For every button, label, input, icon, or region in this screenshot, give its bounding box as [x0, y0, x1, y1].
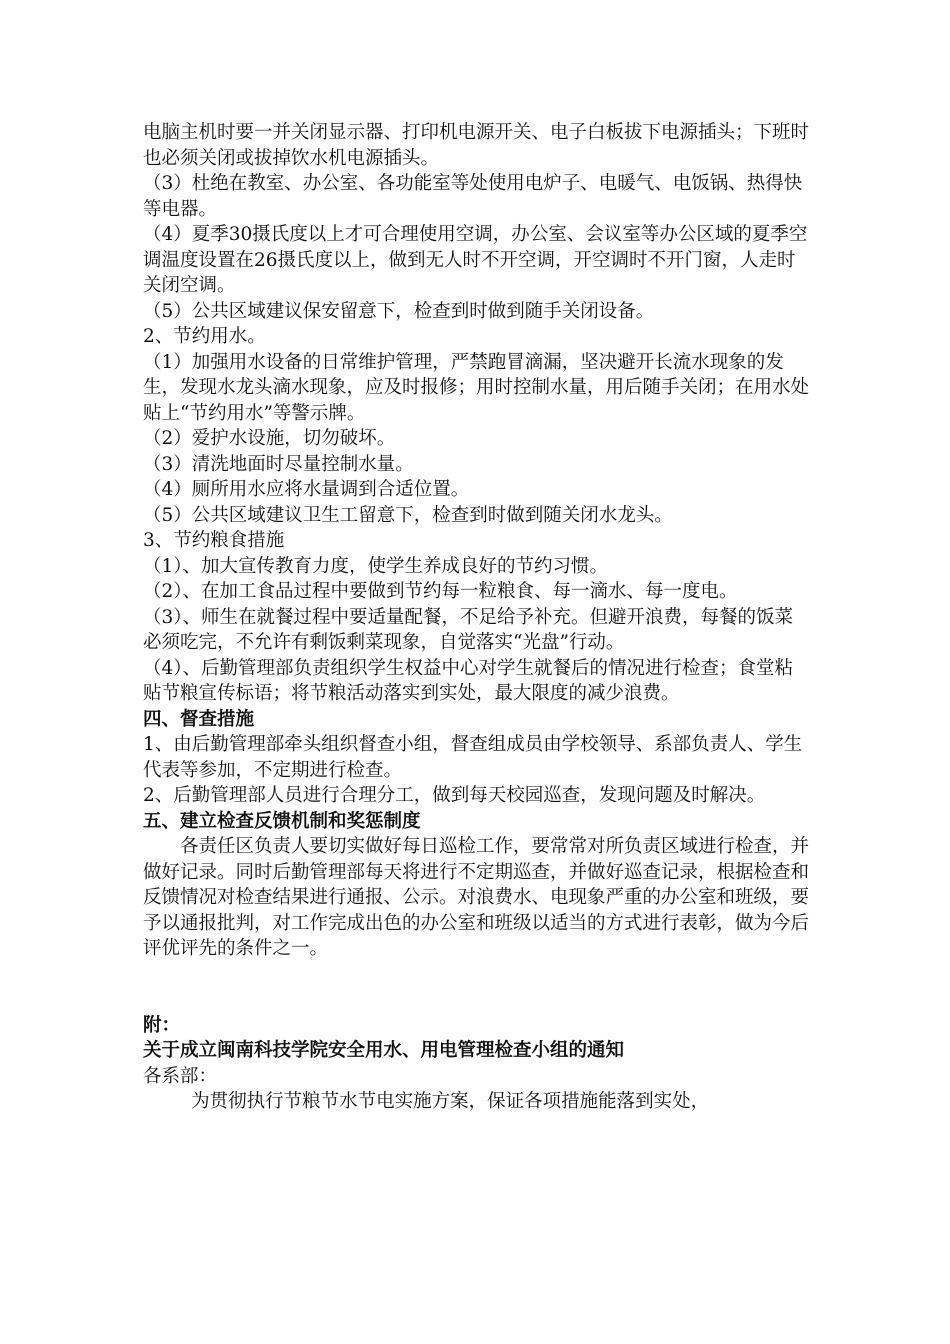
- section-heading: 五、建立检查反馈机制和奖惩制度: [143, 810, 421, 832]
- spacer: [143, 962, 810, 1013]
- body-paragraph: 电脑主机时要一并关闭显示器、打印机电源开关、电子白板拔下电源插头；下班时也必须关闭或拔掉饮水机电源插头。: [143, 122, 810, 169]
- appendix-label: 附：: [143, 1014, 181, 1036]
- list-item: （3）清洗地面时尽量控制水量。: [143, 453, 414, 475]
- list-item: 2、后勤管理部人员进行合理分工，做到每天校园巡查，发现问题及时解决。: [143, 785, 766, 806]
- list-item: （5）公共区域建议卫生工留意下，检查到时做到随关闭水龙头。: [143, 504, 673, 526]
- list-item: （5）公共区域建议保安留意下，检查到时做到随手关闭设备。: [143, 300, 655, 322]
- list-item: （3）、师生在就餐过程中要适量配餐，不足给予补充。但避开浪费，每餐的饭菜必须吃完，不允许有剩饭剩菜现象，自觉落实“光盘”行动。: [143, 606, 794, 653]
- body-paragraph: 各责任区负责人要切实做好每日巡检工作，要常常对所负责区域进行检查，并做好记录。同时后勤管理部每天将进行不定期巡查，并做好巡查记录，根据检查和反馈情况对检查结果进行通报、公示。对浪费水、电现象严重的办公室和班级，要予以通报批判，对工作完成出色的办公室和班级以适当的方式进行表彰，做为今后评优评先的条件之一。: [143, 836, 810, 959]
- list-item: （1）加强用水设备的日常维护管理，严禁跑冒滴漏，坚决避开长流水现象的发生，发现水龙头滴水现象，应及时报修；用时控制水量，用后随手关闭；在用水处贴上“节约用水”等警示牌。: [143, 351, 810, 424]
- list-item: （3）杜绝在教室、办公室、各功能室等处使用电炉子、电暖气、电饭锅、热得快等电器。: [143, 173, 803, 220]
- section-heading: 四、督查措施: [143, 708, 255, 730]
- list-item: （4）厕所用水应将水量调到合适位置。: [143, 479, 470, 500]
- list-item: （4）、后勤管理部负责组织学生权益中心对学生就餐后的情况进行检查；食堂粘贴节粮宣传标语；将节粮活动落实到实处，最大限度的减少浪费。: [143, 657, 794, 704]
- subsection-heading: 2、节约用水。: [143, 326, 266, 347]
- list-item: 1、由后勤管理部牵头组织督查小组，督查组成员由学校领导、系部负责人、学生代表等参加，不定期进行检查。: [143, 734, 803, 781]
- list-item: （1）、加大宣传教育力度，使学生养成良好的节约习惯。: [143, 555, 609, 577]
- body-paragraph: 为贯彻执行节粮节水节电实施方案，保证各项措施能落到实处，: [191, 1091, 710, 1112]
- subsection-heading: 3、节约粮食措施: [143, 530, 285, 551]
- notice-title: 关于成立闽南科技学院安全用水、用电管理检查小组的通知: [143, 1040, 625, 1061]
- salutation: 各系部：: [143, 1065, 218, 1087]
- list-item: （2）、在加工食品过程中要做到节约每一粒粮食、每一滴水、每一度电。: [143, 581, 738, 602]
- list-item: （4）夏季30摄氏度以上才可合理使用空调，办公室、会议室等办公区域的夏季空调温度设置在26摄氏度以上，做到无人时不开空调，开空调时不开门窗，人走时关闭空调。: [143, 224, 808, 296]
- list-item: （2）爱护水设施，切勿破坏。: [143, 428, 396, 449]
